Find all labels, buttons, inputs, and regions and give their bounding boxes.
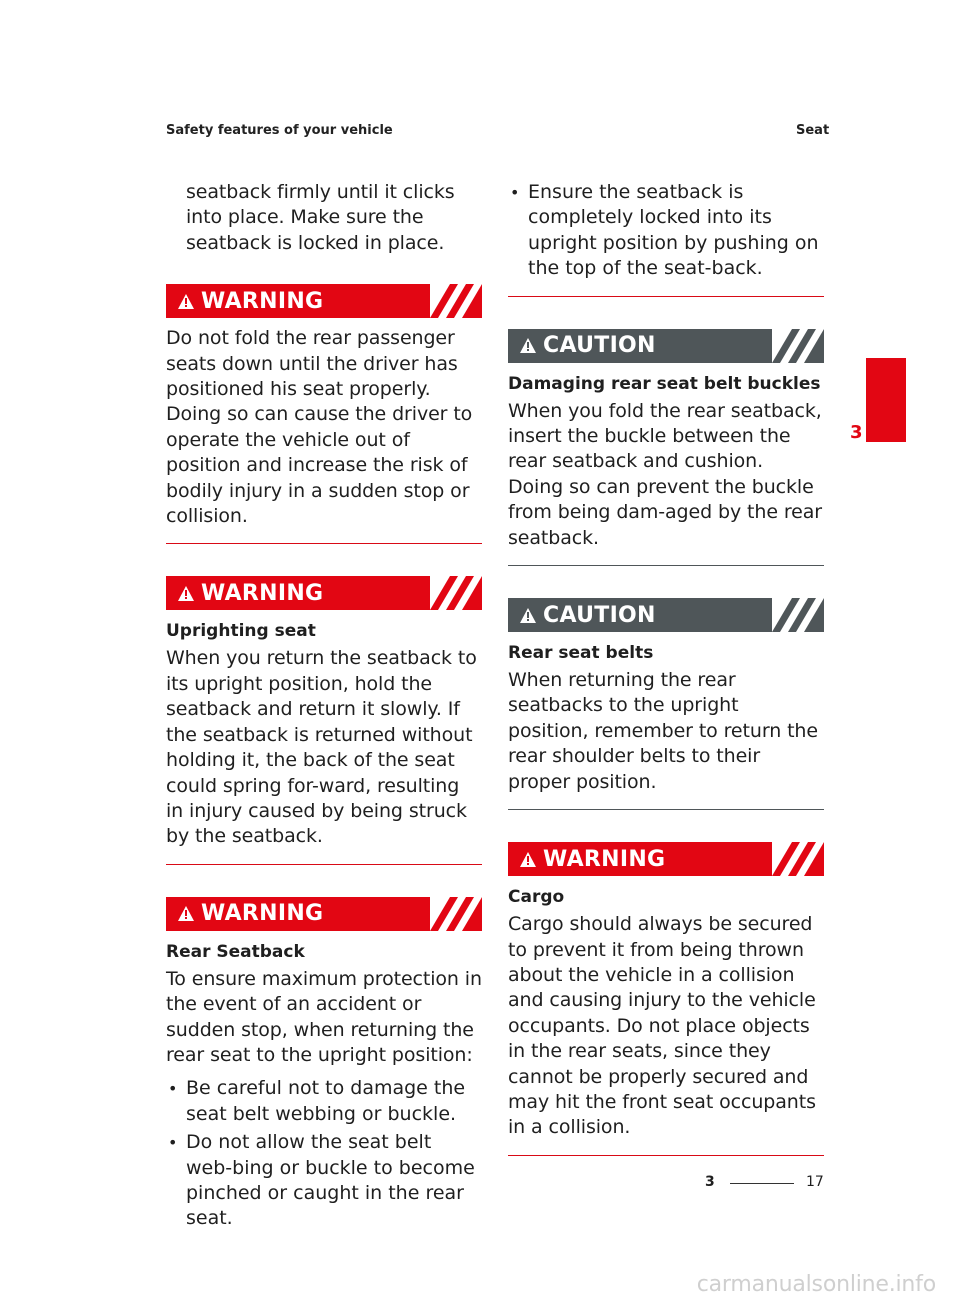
banner-stripes-icon [430, 284, 482, 318]
banner-stripes-icon [430, 897, 482, 931]
list-item [166, 1130, 482, 1232]
warning-triangle-icon [173, 284, 199, 318]
warning-triangle-icon [515, 842, 541, 876]
warning-body-2: When you return the seatback to its upright position, hold the seatback and return it slowly. If the seatback is returned without holding it, the back of the seat could spring for-ward, resulting in injury caused by being struck by the seatback. [166, 647, 477, 848]
footer-divider [730, 1183, 794, 1184]
list-item [508, 180, 824, 282]
warning-triangle-icon [515, 329, 541, 363]
bullet-icon: • [168, 1133, 178, 1153]
caution-body-2: When returning the rear seatbacks to the upright position, remember to return the rear shoulder belts to their proper position. [508, 669, 818, 793]
section-divider [166, 864, 482, 865]
chapter-side-tab [866, 358, 906, 442]
right-column [508, 180, 824, 1156]
warning-heading-3: Rear Seatback [166, 941, 305, 962]
running-header-topic: Seat [796, 123, 830, 138]
warning-heading-4: Cargo [508, 887, 565, 908]
watermark-text: carmanualsonline.info [696, 1272, 936, 1297]
list-item-text: Do not allow the seat belt web-bing or buckle to become pinched or caught in the rear seat. [186, 1131, 475, 1230]
caution-heading-2: Rear seat belts [508, 643, 654, 664]
bullet-icon: • [168, 1079, 178, 1099]
footer-page-number: 17 [806, 1174, 824, 1190]
warning-heading-2: Uprighting seat [166, 621, 316, 642]
footer-chapter-number: 3 [705, 1174, 715, 1190]
bullet-icon: • [510, 183, 520, 202]
warning-body-4: Cargo should always be secured to prevent it from being thrown about the vehicle in a collision and causing injury to the vehicle occupants. Do not place objects in the rear seats, since they cannot be properly secured and may hit the front seat occupants in a collision. [508, 913, 816, 1139]
warning-triangle-icon [173, 576, 199, 610]
list-item-text: Ensure the seatback is completely locked into its upright position by pushing on the top of the seat-back. [528, 181, 819, 280]
warning-banner-3 [166, 897, 482, 931]
caution-label: CAUTION [543, 602, 656, 628]
warning-label: WARNING [201, 901, 324, 927]
banner-stripes-icon [772, 842, 824, 876]
banner-stripes-icon [772, 329, 824, 363]
warning-banner-2 [166, 576, 482, 610]
running-header-section: Safety features of your vehicle [166, 123, 393, 138]
banner-stripes-icon [772, 598, 824, 632]
section-divider [508, 296, 824, 297]
section-divider [508, 1155, 824, 1156]
warning-banner-4 [508, 842, 824, 876]
warning-triangle-icon [173, 897, 199, 931]
warning-triangle-icon [515, 598, 541, 632]
list-item [166, 1076, 482, 1127]
warning-label: WARNING [543, 846, 666, 872]
caution-label: CAUTION [543, 333, 656, 359]
warning-body-3: To ensure maximum protection in the event of an accident or sudden stop, when returning the rear seat to the upright position: [166, 967, 482, 1066]
section-divider [508, 809, 824, 810]
banner-stripes-icon [430, 576, 482, 610]
warning-bullet-list [166, 1076, 482, 1231]
chapter-side-tab-number: 3 [850, 422, 863, 443]
section-divider [508, 565, 824, 566]
left-column [166, 180, 482, 1235]
caution-banner-2 [508, 598, 824, 632]
warning-banner-1 [166, 284, 482, 318]
intro-continuation-text: seatback firmly until it clicks into place. Make sure the seatback is locked in place. [186, 181, 455, 254]
warning-label: WARNING [201, 580, 324, 606]
continuation-bullet-list [508, 180, 824, 282]
caution-body-1: When you fold the rear seatback, insert the buckle between the rear seatback and cushion. Doing so can prevent the buckle from being dam-aged by the rear seatback. [508, 399, 822, 549]
warning-body-1: Do not fold the rear passenger seats down until the driver has positioned his seat properly. Doing so can cause the driver to operate the vehicle out of position and increase the risk of bodily injury in a sudden stop or collision. [166, 327, 473, 528]
caution-heading-1: Damaging rear seat belt buckles [508, 373, 821, 394]
list-item-text: Be careful not to damage the seat belt webbing or buckle. [186, 1077, 466, 1125]
warning-label: WARNING [201, 288, 324, 314]
section-divider [166, 543, 482, 544]
caution-banner-1 [508, 329, 824, 363]
